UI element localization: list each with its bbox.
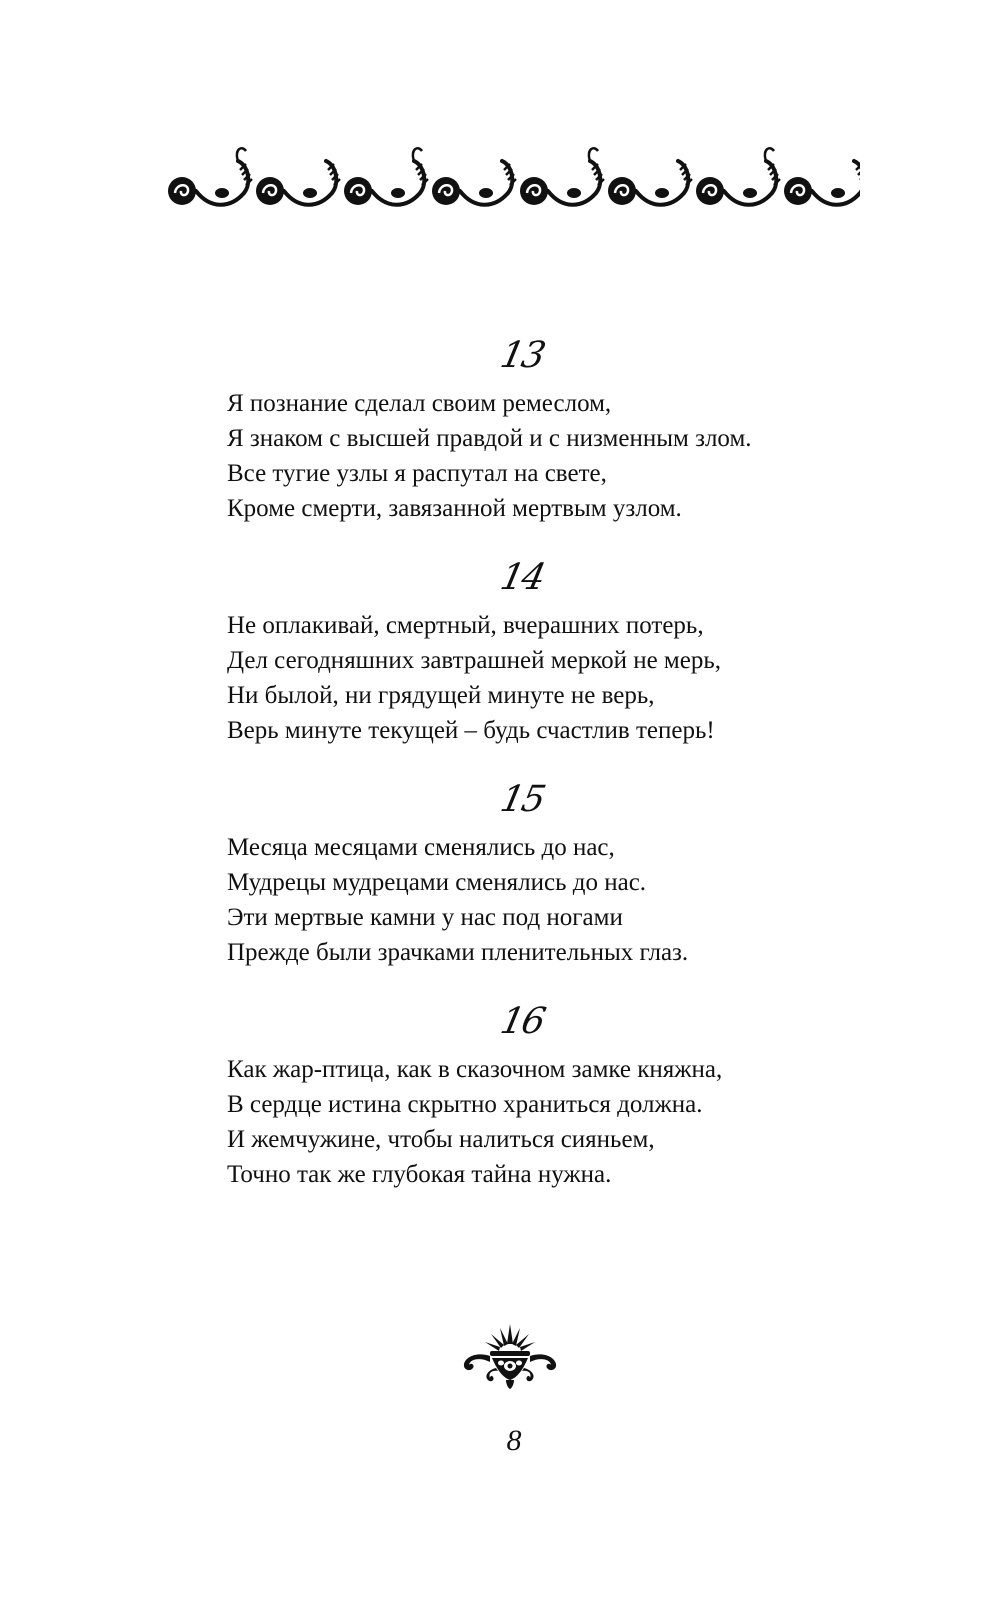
verse-line: Кроме смерти, завязанной мертвым узлом. (227, 495, 682, 522)
bud-ornament (567, 188, 581, 198)
verse-line: Как жар-птица, как в сказочном замке княжна, (227, 1056, 723, 1083)
quatrain-number: 14 (496, 557, 548, 598)
verse-line: Прежде были зрачками пленительных глаз. (227, 939, 689, 966)
verse-line: Мудрецы мудрецами сменялись до нас. (227, 869, 647, 896)
quatrain-16 (227, 1002, 927, 1192)
bud-ornament (655, 188, 669, 198)
rosette-ornament (784, 177, 812, 205)
verse-line: Эти мертвые камни у нас под ногами (227, 904, 623, 931)
quatrain-number: 16 (496, 1001, 548, 1042)
rosette-ornament (432, 177, 460, 205)
quatrain-14 (227, 558, 927, 748)
verse-line: И жемчужине, чтобы налиться сияньем, (227, 1126, 655, 1153)
rosette-ornament (256, 177, 284, 205)
verse-line: В сердце истина скрытно храниться должна. (227, 1091, 703, 1118)
rosette-ornament (520, 177, 548, 205)
rosette-ornament (696, 177, 724, 205)
verse-line: Точно так же глубокая тайна нужна. (227, 1161, 612, 1188)
verse-line: Я знаком с высшей правдой и с низменным злом. (227, 425, 752, 452)
verse-line: Все тугие узлы я распутал на свете, (227, 460, 607, 487)
top-scroll-border-ornament (160, 145, 860, 215)
page-number: 8 (506, 1424, 522, 1457)
quatrain-number: 15 (496, 779, 548, 820)
quatrain-13 (227, 336, 927, 526)
bottom-palmette-ornament (460, 1322, 560, 1390)
verse-line: Ни былой, ни грядущей минуте не верь, (227, 682, 655, 709)
verse-line: Верь минуте текущей – будь счастлив теперь! (227, 717, 715, 744)
verse-line: Дел сегодняшних завтрашней меркой не мерь, (227, 647, 721, 674)
rosette-ornament (608, 177, 636, 205)
bud-ornament (215, 188, 229, 198)
bud-ornament (391, 188, 405, 198)
verse-line: Я познание сделал своим ремеслом, (227, 390, 612, 417)
quatrains-section (227, 336, 927, 1224)
verse-line: Месяца месяцами сменялись до нас, (227, 834, 615, 861)
verse-line: Не оплакивай, смертный, вчерашних потерь, (227, 612, 704, 639)
quatrain-15 (227, 780, 927, 970)
bud-ornament (743, 188, 757, 198)
rosette-ornament (344, 177, 372, 205)
bud-ornament (831, 188, 845, 198)
quatrain-number: 13 (496, 335, 548, 376)
rosette-ornament (168, 177, 196, 205)
bud-ornament (479, 188, 493, 198)
bud-ornament (303, 188, 317, 198)
